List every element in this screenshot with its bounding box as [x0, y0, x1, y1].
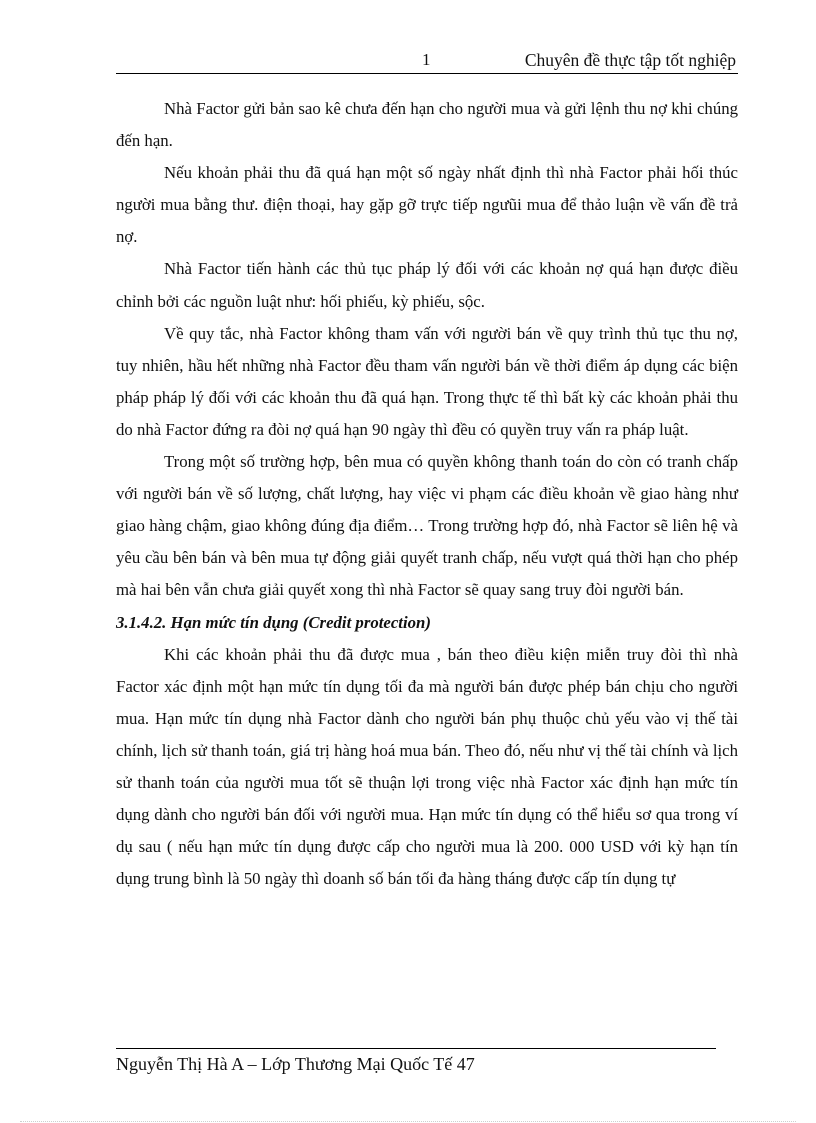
paragraph: Về quy tắc, nhà Factor không tham vấn với người bán về quy trình thủ tục thu nợ, tuy nhiên, hầu hết những nhà Factor đều tham vấn người bán về thời điểm áp dụng các biện pháp pháp lý đối với các khoản thu đã quá hạn. Trong thực tế thì bất kỳ các khoản phải thu do nhà Factor đứng ra đòi nợ quá hạn 90 ngày thì đều có quyền truy vấn ra pháp luật. — [116, 323, 738, 439]
page-number: 1 — [422, 50, 431, 69]
paragraph: Trong một số trường hợp, bên mua có quyền không thanh toán do còn có tranh chấp với người bán về số lượng, chất lượng, hay việc vi phạm các điều khoản về giao hàng như giao hàng chậm, giao không đúng địa điểm… Trong trường hợp đó, nhà Factor sẽ liên hệ và yêu cầu bên bán và bên mua tự động giải quyết tranh chấp, nếu vượt quá thời hạn cho phép mà hai bên vẫn chưa giải quyết xong thì nhà Factor sẽ quay sang truy đòi người bán. — [116, 452, 738, 600]
footer-divider — [116, 1048, 716, 1049]
paragraph: Nếu khoản phải thu đã quá hạn một số ngày nhất định thì nhà Factor phải hối thúc người mua bằng thư. điện thoại, hay gặp gỡ trực tiếp ngưũi mua để thảo luận về vấn đề trả nợ. — [116, 163, 738, 247]
header-title: Chuyên đề thực tập tốt nghiệp — [524, 50, 736, 70]
paragraph: Nhà Factor tiến hành các thủ tục pháp lý đối với các khoản nợ quá hạn được điều chỉnh bởi các nguồn luật như: hối phiếu, kỳ phiếu, sộc. — [116, 259, 738, 311]
document-body — [116, 93, 738, 895]
header-divider — [116, 73, 738, 74]
page-bottom-dotted-edge — [20, 1121, 796, 1122]
section-heading: 3.1.4.2. Hạn mức tín dụng (Credit protection) — [116, 612, 431, 632]
page-header — [116, 48, 738, 72]
paragraph: Nhà Factor gửi bản sao kê chưa đến hạn cho người mua và gửi lệnh thu nợ khi chúng đến hạn. — [116, 99, 738, 151]
page-footer: Nguyễn Thị Hà A – Lớp Thương Mại Quốc Tế 47 — [116, 1054, 475, 1074]
paragraph: Khi các khoản phải thu đã được mua , bán theo điều kiện miễn truy đòi thì nhà Factor xác định một hạn mức tín dụng tối đa mà người bán được phép bán chịu cho người mua. Hạn mức tín dụng nhà Factor dành cho người bán phụ thuộc chủ yếu vào vị thế tài chính, lịch sử thanh toán, giá trị hàng hoá mua bán. Theo đó, nếu như vị thế tài chính và lịch sử thanh toán của người mua tốt sẽ thuận lợi trong việc nhà Factor xác định hạn mức tín dụng dành cho người bán đối với người mua. Hạn mức tín dụng có thể hiểu sơ qua trong ví dụ sau ( nếu hạn mức tín dụng được cấp cho người mua là 200. 000 USD với kỳ hạn tín dụng trung bình là 50 ngày thì doanh số bán tối đa hàng tháng được cấp tín dụng tự — [116, 644, 738, 889]
